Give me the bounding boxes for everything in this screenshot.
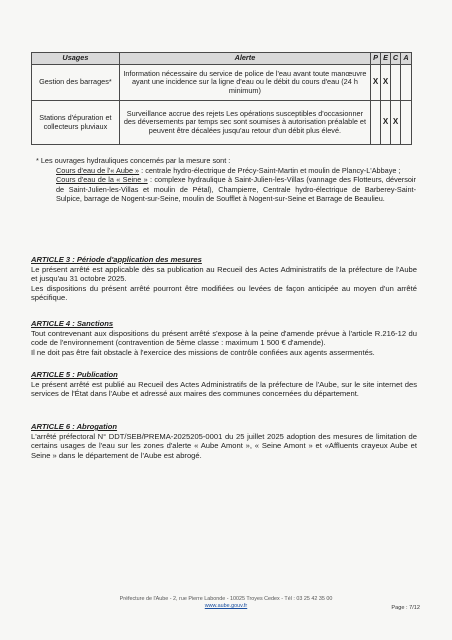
table-header-row	[32, 53, 412, 65]
article-4-title: ARTICLE 4 : Sanctions	[31, 319, 114, 328]
hydraulic-works-note	[36, 156, 416, 204]
article-5-title: ARTICLE 5 : Publication	[31, 370, 118, 379]
alert-cell: Information nécessaire du service de police de l'eau avant toute manœuvre ayant une incidence sur la ligne d'eau ou le débit du cours d'eau (24 h minimum)	[119, 65, 370, 101]
mark-e: X	[381, 65, 391, 101]
article-6-p1: L'arrêté préfectoral N° DDT/SEB/PREMA-2025205-0001 du 25 juillet 2025 adoption des mesures de limitation de certains usages de l'eau sur les zones d'alerte « Aube Amont », « Seine Amont » et «Affluents crayeux Aube et Seine » dans le département de l'Aube est abrogé.	[31, 431, 417, 460]
article-6	[31, 422, 417, 460]
article-3-title: ARTICLE 3 : Période d'application des mesures	[31, 255, 202, 264]
mark-p: X	[371, 65, 381, 101]
note-item-seine-label: Cours d'eau de la « Seine »	[56, 175, 148, 185]
footer-website-link[interactable]: www.aube.gouv.fr	[204, 603, 248, 610]
page-footer	[0, 596, 452, 611]
page-number: Page : 7/12	[391, 605, 420, 611]
alert-cell: Surveillance accrue des rejets Les opérations susceptibles d'occasionner des déversements par temps sec sont soumises à autorisation préalable et peuvent être décalées jusqu'au retour d'un débit plus élevé.	[119, 101, 370, 145]
usage-cell: Gestion des barrages*	[32, 65, 120, 101]
header-c: C	[391, 53, 401, 65]
usage-cell: Stations d'épuration et collecteurs pluviaux	[32, 101, 120, 145]
mark-e: X	[381, 101, 391, 145]
note-item-seine	[36, 175, 416, 204]
table-row	[32, 65, 412, 101]
table-row	[32, 101, 412, 145]
article-5	[31, 370, 417, 399]
header-usages: Usages	[32, 53, 120, 65]
mark-c	[391, 65, 401, 101]
note-item-aube	[36, 166, 416, 176]
note-item-aube-text: : centrale hydro-électrique de Précy-Saint-Martin et moulin de Plancy-L'Abbaye ;	[139, 165, 401, 175]
article-3-p1: Le présent arrêté est applicable dès sa publication au Recueil des Actes Administratifs de la préfecture de l'Aube et jusqu'au 31 octobre 2025.	[31, 264, 417, 284]
article-4-p1: Tout contrevenant aux dispositions du présent arrêté s'expose à la peine d'amende prévue à l'article R.216-12 du code de l'environnement (contravention de 5ème classe : maximum 1 500 € d'amende).	[31, 328, 417, 348]
article-4-p2: Il ne doit pas être fait obstacle à l'exercice des missions de contrôle confiées aux agents assermentés.	[31, 347, 375, 357]
article-5-p1: Le présent arrêté est publié au Recueil des Actes Administratifs de la préfecture de l'Aube, sur le site internet des services de l'État dans l'Aube et adressé aux maires des communes concernées du département.	[31, 379, 417, 399]
measures-table	[31, 52, 412, 145]
mark-a	[400, 65, 411, 101]
header-p: P	[371, 53, 381, 65]
article-3-p2: Les dispositions du présent arrêté pourront être modifiées ou levées de façon anticipée au moyen d'un arrêté spécifique.	[31, 283, 417, 303]
mark-p	[371, 101, 381, 145]
note-intro: * Les ouvrages hydrauliques concernés par la mesure sont :	[36, 156, 231, 165]
mark-c: X	[391, 101, 401, 145]
note-item-aube-label: Cours d'eau de l'« Aube »	[56, 165, 140, 175]
mark-a	[400, 101, 411, 145]
header-alerte: Alerte	[119, 53, 370, 65]
article-3	[31, 255, 417, 303]
note-item-seine-text: : complexe hydraulique à Saint-Julien-les-Villas (vannage des Flotteurs, déversoir de Saint-Julien-les-Villas et moulin de Pétal), Champierre, Centrale hydro-électrique de Barberey-Saint-Sulpice, barrage de Nogent-sur-Seine, moulin de Soufflet à Nogent-sur-Seine et Barrage de Beaulieu.	[56, 175, 416, 204]
header-a: A	[400, 53, 411, 65]
footer-address: Préfecture de l'Aube - 2, rue Pierre Labonde - 10025 Troyes Cedex - Tél : 03 25 42 35 00	[119, 596, 333, 602]
article-6-title: ARTICLE 6 : Abrogation	[31, 422, 118, 431]
header-e: E	[381, 53, 391, 65]
article-4	[31, 319, 417, 357]
